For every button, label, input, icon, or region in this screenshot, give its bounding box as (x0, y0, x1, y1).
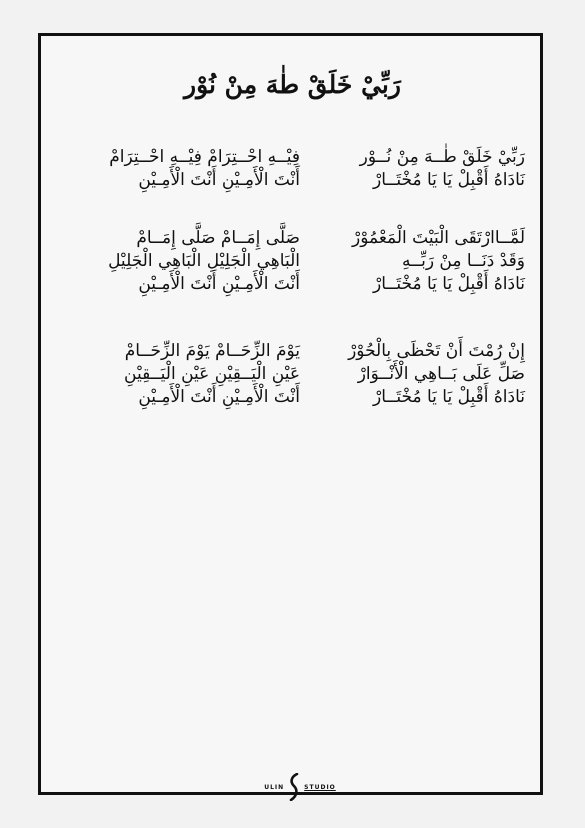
verse-first-half: لَمَّــاارْتَقَى الْبَيْتَ الْمَعْمُوْرْ (352, 228, 525, 248)
verse-second-half: أَنْتَ الْأَمِـيْنِ أَنْتَ الْأَمِـيْنِ (138, 170, 300, 190)
verse-second-half: أَنْتَ الْأَمِـيْنِ أَنْتَ الْأَمِـيْنِ (138, 387, 300, 407)
document-title: رَبِّيْ خَلَقْ طٰهَ مِنْ نُوْر (184, 70, 401, 99)
verse-first-half: رَبِّيْ خَلَقْ طٰــهَ مِنْ نُــوْر (359, 147, 525, 167)
verse-line (0, 227, 585, 250)
verse-first-half: إِنْ رُمْتَ أَنْ تَحْظَى بِالْحُوْرْ (348, 341, 525, 361)
verse-line (0, 169, 585, 192)
verse-first-half: صَلِّ عَلَى بَــاهِي الْأَنْــوَارْ (357, 364, 525, 384)
stanza-1 (0, 146, 585, 192)
verse-first-half: نَادَاهُ أَقْبِلْ يَا يَا مُخْتَــارْ (373, 387, 525, 407)
verse-line (0, 250, 585, 273)
verse-line (0, 273, 585, 296)
verse-second-half: يَوْمَ الزِّحَــامْ يَوْمَ الزِّحَــامْ (124, 341, 300, 361)
studio-logo (255, 772, 345, 802)
verse-first-half: نَادَاهُ أَقْبِلْ يَا يَا مُخْتَــارْ (373, 274, 525, 294)
verse-line (0, 146, 585, 169)
verse-second-half: أَنْتَ الْأَمِـيْنِ أَنْتَ الْأَمِـيْنِ (138, 274, 300, 294)
logo-right-word: STUDIO (304, 783, 336, 791)
verse-second-half: الْبَاهِي الْجَلِيْلِ الْبَاهِي الْجَلِيْلِ (108, 251, 300, 271)
logo-mark-icon (288, 773, 300, 801)
verse-second-half: عَيْنِ الْيَــقِيْنِ عَيْنِ الْيَــقِيْنِ (124, 364, 300, 384)
stanza-3 (0, 340, 585, 409)
verse-line (0, 340, 585, 363)
verse-line (0, 363, 585, 386)
verse-first-half: وَقَدْ دَنَــا مِنْ رَبِّــهِ (402, 251, 525, 271)
stanza-2 (0, 227, 585, 296)
verse-second-half: فِيْــهِ احْــتِرَامْ فِيْــهِ احْــتِرَامْ (109, 147, 300, 167)
verse-second-half: صَلَّى إِمَــامْ صَلَّى إِمَــامْ (136, 228, 300, 248)
logo-left-word: ULIN (264, 783, 285, 791)
verse-line (0, 386, 585, 409)
verse-first-half: نَادَاهُ أَقْبِلْ يَا يَا مُخْتَــارْ (373, 170, 525, 190)
